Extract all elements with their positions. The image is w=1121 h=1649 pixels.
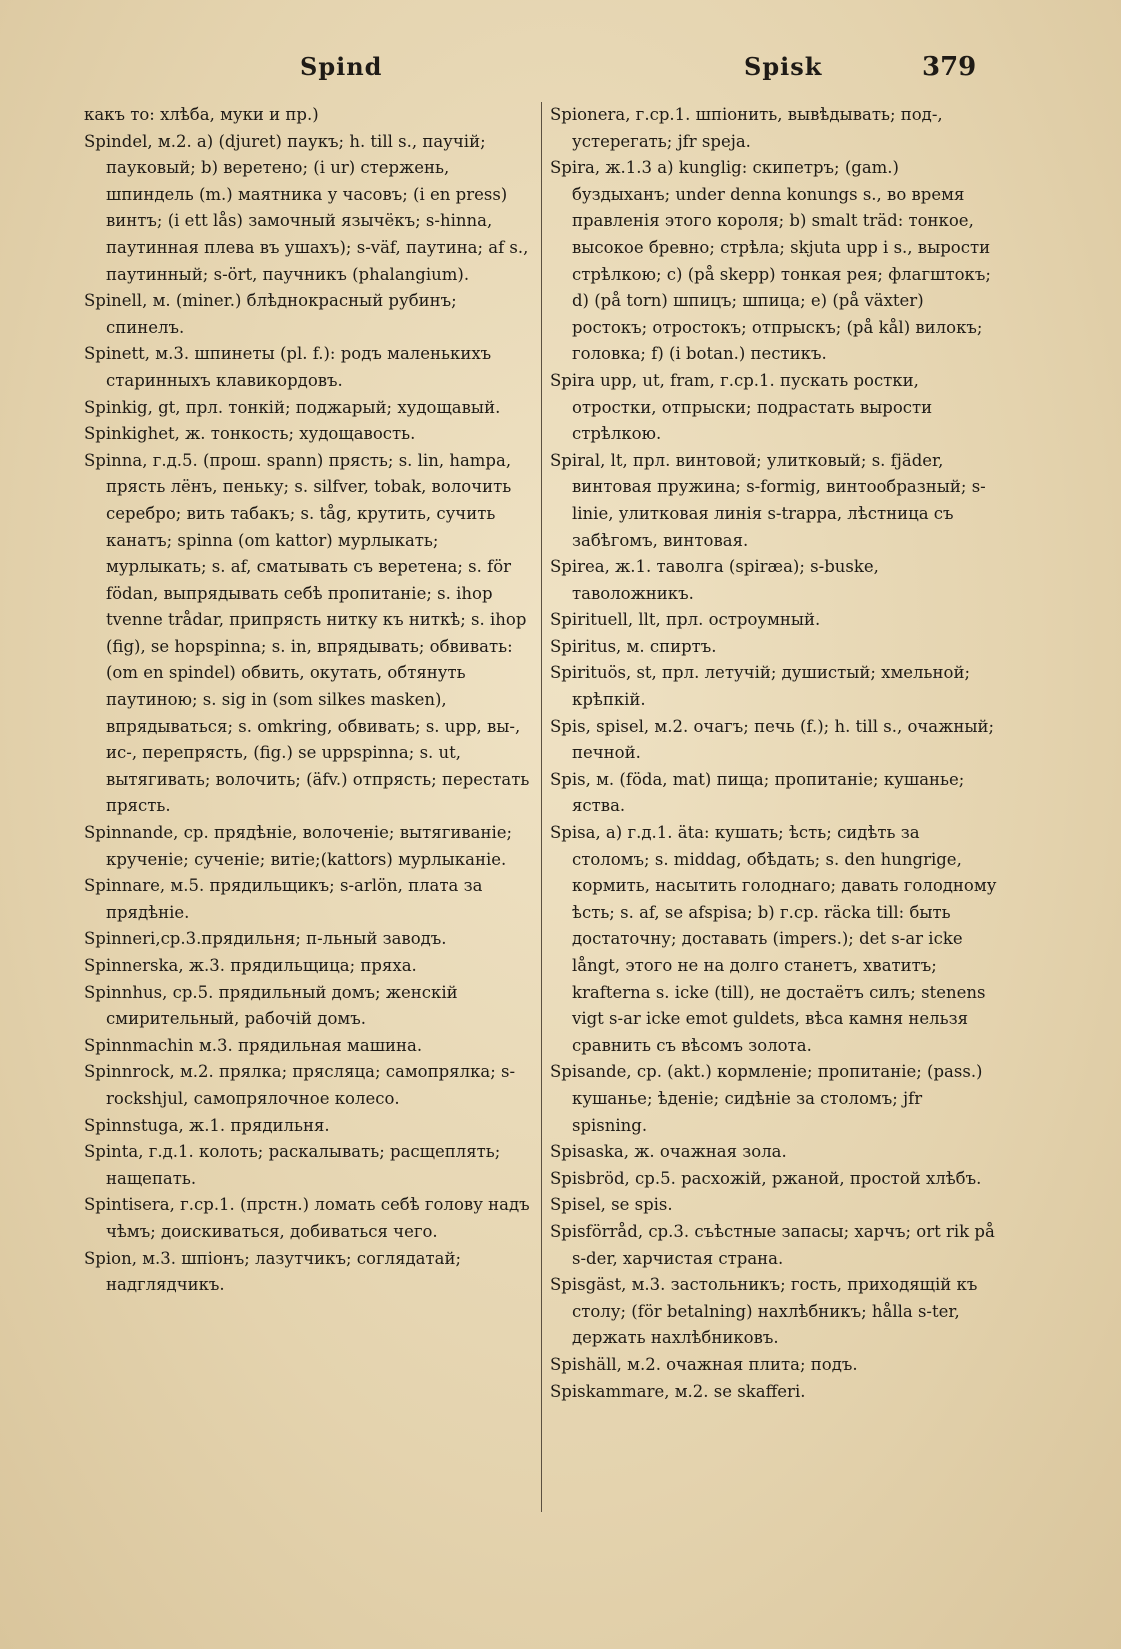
entry-spis-spisel: Spis, spisel, м.2. очагъ; печь (f.); h. till s., очажный; печной. [550,716,995,763]
entry-spinnrock: Spinnrock, м.2. прялка; прясляца; самопрялка; s-rockshjul, самопрялочное колесо. [84,1062,516,1108]
entry-spirea: Spirea, ж.1. таволга (spiræa); s-buske, таволожникъ. [550,557,879,603]
entry-spirituell: Spirituell, llt, прл. остроумный. [550,610,821,630]
entry-spiskammare: Spiskammare, м.2. se skafferi. [550,1381,806,1401]
entry-spiritus: Spiritus, м. спиртъ. [550,636,717,656]
entry-spisaska: Spisaska, ж. очажная зола. [550,1142,787,1162]
entry-spisel: Spisel, se spis. [550,1195,673,1215]
entry-spinnerska: Spinnerska, ж.3. прядильщица; пряха. [84,956,417,975]
entry-spira-upp: Spira upp, ut, fram, г.ср.1. пускать ростки, отростки, отпрыски; подрастать вырости стрѣлкою. [550,370,933,444]
entry-spinell: Spinell, м. (miner.) блѣднокрасный рубинъ; спинелъ. [84,291,457,337]
entry-spindel: Spindel, м.2. a) (djuret) паукъ; h. till s., паучій; пауковый; b) веретено; (i ur) стержень, шпиндель (m.) маятника у часовъ; (i en press) винтъ; (i ett lås) замочный язычёкъ; s-hinna, паутинная плева въ ушахъ); s-väf, паутина; af s., паутинный; s-ört, паучникъ (phalangium). [84,131,529,284]
entry-spinneri: Spinneri,ср.3.прядильня; п-льный заводъ. [84,929,447,949]
entry-spishall: Spishäll, м.2. очажная плита; подъ. [550,1354,858,1374]
entry-spiral: Spiral, lt, прл. винтовой; улитковый; s. fjäder, винтовая пружина; s-formig, винтообразный; s-linie, улитковая линія s-trappa, лѣстница съ забѣгомъ, винтовая. [550,450,986,550]
entry-spisbrod: Spisbröd, ср.5. расхожій, ржаной, простой хлѣбъ. [550,1168,982,1188]
entry-spinnare: Spinnare, м.5. прядильщикъ; s-arlön, плата за прядѣніе. [84,876,483,922]
entry-spintisera: Spintisera, г.ср.1. (прстн.) ломать себѣ голову надъ чѣмъ; доискиваться, добиваться чего. [84,1195,530,1241]
entry-spisande: Spisande, ср. (akt.) кормленіе; пропитаніе; (pass.) кушанье; ѣденіе; сидѣніе за столомъ; jfr spisning. [550,1062,983,1135]
entry-spionera: Spionera, г.ср.1. шпіонить, вывѣдывать; под-, устерегать; jfr speja. [550,105,943,151]
entry-spinett: Spinett, м.3. шпинеты (pl. f.): родъ маленькихъ старинныхъ клавикордовъ. [84,344,492,390]
entry-spinta: Spinta, г.д.1. колоть; раскалывать; расщеплять; нащепать. [84,1142,501,1188]
entry-spinna: Spinna, г.д.5. (прош. spann) прясть; s. lin, hampa, прясть лёнъ, пеньку; s. silfver, tobak, волочить серебро; вить табакъ; s. tåg, крутить, сучить канатъ; spinna (om kattor) мурлыкать; мурлыкать; s. af, сматывать съ веретена; s. för födan, выпрядывать себѣ пропитаніе; s. ihop tvenne trådar, припрясть нитку къ ниткѣ; s. ihop (fig), se hopspinna; s. in, впрядывать; обвивать: (om en spindel) обвить, окутать, обтянуть паутиною; s. sig in (som silkes masken), впрядываться; s. omkring, обвивать; s. upp, вы-, ис-, перепрясть, (fig.) se uppspinna; s. ut, вытягивать; волочить; (äfv.) отпрясть; перестать прясть. [84,450,530,816]
entry-spisgast: Spisgäst, м.3. застольникъ; гость, приходящій къ столу; (för betalning) нахлѣбникъ; hålla s-ter, держать нахлѣбниковъ. [550,1275,978,1348]
entry-spisforrad: Spisförråd, ср.3. съѣстные запасы; харчъ; ort rik på s-der, харчистая страна. [550,1221,995,1268]
entry-spion: Spion, м.3. шпіонъ; лазутчикъ; соглядатай; надглядчикъ. [84,1248,462,1295]
entry-spisa: Spisa, a) г.д.1. äta: кушать; ѣсть; сидѣть за столомъ; s. middag, обѣдать; s. den hungrige, кормить, насытить голоднаго; давать голодному ѣсть; s. af, se afspisa; b) г.ср. räcka till: быть достаточну; доставать (impers.); det s-ar icke långt, этого не на долго станетъ, хватитъ; krafterna s. icke (till), не достаётъ силъ; stenens vigt s-ar icke emot guldets, вѣса камня нельзя сравнить съ вѣсомъ золота. [550,823,997,1055]
column-divider [541,102,542,1512]
page-header [0,52,1121,92]
entry-spinnande: Spinnande, ср. прядѣніе, волоченіе; вытягиваніе; крученіе; сученіе; витіе;(kattors) мурлыканіе. [84,823,513,869]
entry-spira: Spira, ж.1.3 a) kunglig: скипетръ; (gam.) буздыханъ; under denna konungs s., во время правленія этого короля; b) smalt träd: тонкое, высокое бревно; стрѣла; skjuta upp i s., вырости стрѣлкою; c) (på skepp) тонкая рея; флагштокъ; d) (på torn) шпицъ; шпица; e) (på växter) ростокъ; отростокъ; отпрыскъ; (på kål) вилокъ; головка; f) (i botan.) пестикъ. [550,158,991,364]
entry-spinkig: Spinkig, gt, прл. тонкій; поджарый; худощавый. [84,397,501,417]
entry-spirituos: Spirituös, st, прл. летучій; душистый; хмельной; крѣпкій. [550,663,971,710]
entry-spinnhus: Spinnhus, ср.5. прядильный домъ; женскій смирительный, рабочій домъ. [84,982,458,1029]
header-left-guideword: Spind [300,52,383,81]
left-column [84,102,532,1612]
entry-spinkighet: Spinkighet, ж. тонкость; худощавость. [84,424,416,444]
page-number: 379 [922,52,977,82]
entry-spinnmachin: Spinnmachin м.3. прядильная машина. [84,1035,423,1055]
right-column [550,102,998,1612]
entry-continuation: какъ то: хлѣба, муки и пр.) [84,105,319,124]
entry-spinnstuga: Spinnstuga, ж.1. прядильня. [84,1115,330,1135]
entry-spis: Spis, м. (föda, mat) пища; пропитаніе; кушанье; яства. [550,769,965,816]
header-right-guideword: Spisk [744,52,823,81]
